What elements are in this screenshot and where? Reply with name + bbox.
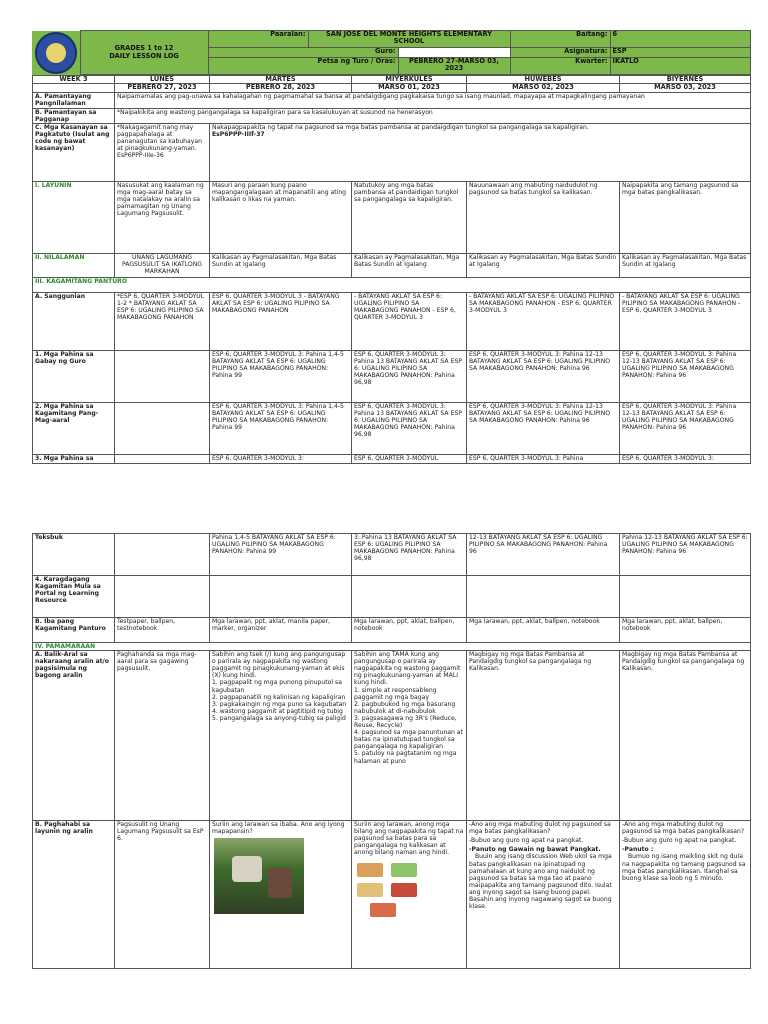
paghahabi-thu-2: -Bubuo ang guro ng apat na pangkat. — [469, 837, 584, 845]
asignatura-value: ESP — [610, 48, 750, 57]
teksbuk-top-mon — [115, 455, 210, 464]
gabay-wed: ESP 6, QUARTER 3-MODYUL 3: Pahina 13 BATAYANG AKLAT SA ESP 6: UGALING PILIPINO SA MAKABAGONG PANAHON: Pahina 96,98 — [352, 351, 467, 403]
doc-title-1: GRADES 1 to 12 — [114, 44, 174, 53]
day-name-thu: HUWEBES — [467, 76, 620, 84]
nilalaman-fri: Kalikasan ay Pagmalasakitan, Mga Batas Sundin at Igalang — [620, 254, 751, 278]
teksbuk-wed: 3: Pahina 13 BATAYANG AKLAT SA ESP 6: UGALING PILIPINO SA MAKABAGONG PANAHON: Pahina 96,98 — [352, 534, 467, 576]
lesson-log-page-1 — [32, 30, 750, 464]
teksbuk-thu: 12-13 BATAYANG AKLAT SA ESP 6: UGALING PILIPINO SA MAKABAGONG PANAHON: Pahina 96 — [467, 534, 620, 576]
paghahabi-wed: Suriin ang larawan, anong mga bilang ang nagpapakita ng tapat na pagsunod sa batas para sa pangangalaga ng kalikasan at anong bilang naman ang hindi. — [354, 821, 464, 857]
teksbuk-top-tue: ESP 6, QUARTER 3-MODYUL 3: — [210, 455, 352, 464]
gabay-tue: ESP 6, QUARTER 3-MODYUL 3: Pahina 1,4-5 BATAYANG AKLAT SA ESP 6: UGALING PILIPINO SA MAKABAGONG PANAHON: Pahina 99 — [210, 351, 352, 403]
date-tue: PEBRERO 28, 2023 — [210, 84, 352, 92]
nilalaman-thu: Kalikasan ay Pagmalasakitan, Mga Batas Sundin at Igalang — [467, 254, 620, 278]
balik-fri: Magbigay ng mga Batas Pambansa at Pandaigdig tungkol sa pangangalaga ng Kalikasan. — [620, 651, 751, 821]
iba-tue: Mga larawan, ppt, aklat, manila paper, marker, organizer — [210, 618, 352, 643]
teksbuk-top-thu: ESP 6, QUARTER 3-MODYUL 3: Pahina — [467, 455, 620, 464]
day-name-fri: BIYERNES — [620, 76, 751, 84]
kagamitang-mag-aaral-label: 2. Mga Pahina sa Kagamitang Pang- Mag-aaral — [33, 403, 115, 455]
iba-wed: Mga larawan, ppt, aklat, ballpen, notebook — [352, 618, 467, 643]
kasanayan-mon: *Nakagagamit nang may pagpapahalaga at pananagutan sa kabuhayan at pinagkukunang-yaman. EsP6PPP-IIIe-36 — [115, 124, 210, 182]
kagamitan-ma-mon — [115, 403, 210, 455]
nilalaman-tue: Kalikasan ay Pagmalasakitan, Mga Batas Sundin at Igalang — [210, 254, 352, 278]
paghahabi-thu-4: Buuin ang isang discussion Web ukol sa mga batas pangkalikasan na ipinatupad ng pamahalaan at kung ano ang naidulot ng pagsunod sa batas sa mga tao at paano maipapakita ang tamang pagsunod dito. Isulat ang inyong sagot sa isang buong papel. Basahin ang inyong nagawang sagot sa buong klase. — [469, 853, 612, 911]
baitang-label: Baitang: — [510, 31, 610, 48]
balik-mon: Paghahanda sa mga mag-aaral para sa gagawing pagsusulit. — [115, 651, 210, 821]
date-thu: MARSO 02, 2023 — [467, 84, 620, 92]
paghahabi-fri-4: Bumuo ng isang maikling skit ng dula na nagpapakita ng tamang pagsunod sa mga batas pangkalikasan. Itanghal sa buong klase sa loob ng 5 minuto. — [622, 853, 746, 882]
paghahabi-fri-cell — [620, 821, 751, 969]
layunin-label: I. LAYUNIN — [33, 182, 115, 254]
sanggunian-mon: *ESP 6, QUARTER 3-MODYUL 1-2 * BATAYANG AKLAT SA ESP 6: UGALING PILIPINO SA MAKABAGONG PANAHON — [115, 293, 210, 351]
kasanayan-rest-text: Nakapagpapakita ng tapat na pagsunod sa mga batas pambansa at pandaigdigan tungkol sa pangangalaga sa kapaligiran. — [212, 124, 589, 131]
lesson-table-1 — [32, 75, 751, 464]
asignatura-label: Asignatura: — [510, 48, 610, 57]
gabay-guro-label: 1. Mga Pahina sa Gabay ng Guro — [33, 351, 115, 403]
layunin-wed: Natutukoy ang mga batas pambansa at pandaidigan tungkol sa pangangalaga sa kapaligiran. — [352, 182, 467, 254]
karagdagang-kagamitan-label: 4. Karagdagang Kagamitan Mula sa Portal ng Learning Resource — [33, 576, 115, 618]
doc-title-2: DAILY LESSON LOG — [109, 51, 179, 60]
kagamitan-ma-wed: ESP 6, QUARTER 3-MODYUL 3: Pahina 13 BATAYANG AKLAT SA ESP 6: UGALING PILIPINO SA MAKABAGONG PANAHON: Pahina 96,98 — [352, 403, 467, 455]
sanggunian-thu: - BATAYANG AKLAT SA ESP 6: UGALING PILIPINO SA MAKABAGONG PANAHON - ESP 6, QUARTER 3-MODYUL 3 — [467, 293, 620, 351]
baitang-value: 6 — [610, 31, 750, 48]
paghahabi-thu-3: -Panuto ng Gawain ng bawat Pangkat. — [469, 846, 601, 854]
date-wed: MARSO 01, 2023 — [352, 84, 467, 92]
teksbuk-top-wed: ESP 6, QUARTER 3-MODYUL — [352, 455, 467, 464]
day-name-wed: MIYERKULES — [352, 76, 467, 84]
layunin-fri: Naipapakita ang tamang pagsunod sa mga batas pangkalikasan. — [620, 182, 751, 254]
paghahabi-fri-3: -Panuto : — [622, 846, 654, 854]
sanggunian-wed: - BATAYANG AKLAT SA ESP 6: UGALING PILIPINO SA MAKABAGONG PANAHON - ESP 6, QUARTER 3-MODYUL 3 — [352, 293, 467, 351]
lesson-table-2 — [32, 533, 751, 969]
nilalaman-wed: Kalikasan ay Pagmalasakitan, Mga Batas Sundin at Igalang — [352, 254, 467, 278]
pamantayan-pagganap-text: *Naipakikita ang wastong pangangalaga sa kapaligiran para sa kasalukuyan at susunod na henerasyon — [115, 108, 751, 123]
balik-aral-label: A. Balik-Aral sa nakaraang aralin at/o pagsisimula ng bagong aralin — [33, 651, 115, 821]
kasanayan-label: C. Mga Kasanayan sa Pagkatuto (Isulat ang code ng bawat kasanayan) — [33, 124, 115, 182]
paghahabi-wed-cell — [352, 821, 467, 969]
environment-illustrations — [354, 861, 464, 921]
teksbuk-mon — [115, 534, 210, 576]
people-cleaning-photo — [214, 838, 304, 914]
gabay-fri: ESP 6, QUARTER 3-MODYUL 3: Pahina 12-13 BATAYANG AKLAT SA ESP 6: UGALING PILIPINO SA MAKABAGONG PANAHON: Pahina 96 — [620, 351, 751, 403]
lesson-log-page-2 — [32, 533, 750, 969]
teksbuk-top-fri: ESP 6, QUARTER 3-MODYUL 3: — [620, 455, 751, 464]
illustration-3-icon — [357, 883, 383, 897]
layunin-thu: Nauunawaan ang mabuting naidudulot ng pagsunod sa batas tungkol sa kalikasan. — [467, 182, 620, 254]
paghahabi-tue-cell — [210, 821, 352, 969]
kagamitan-ma-thu: ESP 6, QUARTER 3-MODYUL 3: Pahina 12-13 BATAYANG AKLAT SA ESP 6: UGALING PILIPINO SA MAKABAGONG PANAHON: Pahina 96 — [467, 403, 620, 455]
sanggunian-tue: ESP 6, QUARTER 3-MODYUL 3 - BATAYANG AKLAT SA ESP 6: UGALING PILIPINO SA MAKABAGONG PANAHON — [210, 293, 352, 351]
guro-label: Guro: — [208, 48, 398, 57]
illustration-5-icon — [370, 903, 396, 917]
layunin-tue: Masuri ang paraan kung paano mapangangalagaan at mapanatili ang ating kalikasan o likas na yaman. — [210, 182, 352, 254]
teksbuk-label-top: 3. Mga Pahina sa — [33, 455, 115, 464]
kagamitan-ma-fri: ESP 6, QUARTER 3-MODYUL 3: Pahina 12-13 BATAYANG AKLAT SA ESP 6: UGALING PILIPINO SA MAKABAGONG PANAHON: Pahina 96 — [620, 403, 751, 455]
illustration-4-icon — [391, 883, 417, 897]
seal-icon — [35, 32, 77, 74]
kagamitang-panturo-label: III. KAGAMITANG PANTURO — [33, 278, 751, 293]
paghahabi-mon: Pagsusulit ng Unang Lagumang Pagsusulit sa EsP 6. — [115, 821, 210, 969]
pamamaraan-label: IV. PAMAMARAAN — [33, 643, 751, 651]
kasanayan-rest — [210, 124, 751, 182]
teksbuk-label: Teksbuk — [33, 534, 115, 576]
paghahabi-fri-2: -Bubuo ang guro ng apat na pangkat. — [622, 837, 737, 845]
week-label: WEEK 3 — [33, 76, 115, 84]
kasanayan-rest-code: EsP6PPP-IIIf-37 — [212, 131, 265, 139]
petsa-value: PEBRERO 27-MARSO 03, 2023 — [398, 57, 510, 74]
balik-thu: Magbigay ng mga Batas Pambansa at Pandaigdig tungkol sa pangangalaga ng Kalikasan. — [467, 651, 620, 821]
pamantayan-pagganap-label: B. Pamantayan sa Pagganap — [33, 108, 115, 123]
paghahabi-label: B. Paghahabi sa layunin ng aralin — [33, 821, 115, 969]
iba-fri: Mga larawan, ppt, aklat, ballpen, notebook — [620, 618, 751, 643]
illustration-2-icon — [391, 863, 417, 877]
paghahabi-thu-cell — [467, 821, 620, 969]
paghahabi-tue: Suriin ang larawan sa ibaba. Ano ang iyong mapapansin? — [212, 821, 345, 836]
teksbuk-fri: Pahina 12-13 BATAYANG AKLAT SA ESP 6: UGALING PILIPINO SA MAKABAGONG PANAHON: Pahina 96 — [620, 534, 751, 576]
nilalaman-mon: UNANG LAGUMANG PAGSUSULIT SA IKATLONG MARKAHAN — [115, 254, 210, 278]
iba-mon: Testpaper, ballpen, testnotebook — [115, 618, 210, 643]
illustration-1-icon — [357, 863, 383, 877]
paghahabi-fri-1: -Ano ang mga mabuting dulot ng pagsunod sa mga batas pangkalikasan? — [622, 821, 745, 836]
gabay-mon — [115, 351, 210, 403]
paaralan-label: Paaralan: — [208, 31, 308, 48]
balik-wed: Sabihin ang TAMA kung ang pangungusap o parirala ay nagpapakita ng wastong paggamit ng pinagkukunang-yaman at MALI kung hindi. 1. simple at responsableng paggamit ng mga bagay 2. pagbubukod ng mga basurang nabubulok at di-nabubulok 3. pagsasagawa ng 3R's (Reduce, Reuse, Recycle) 4. pagsunod sa mga panuntunan at batas na ipinatutupad tungkol sa pangangalaga ng kapaligiran 5. patuloy na pagtatanim ng mga halaman at puno — [352, 651, 467, 821]
iba-thu: Mga larawan, ppt, aklat, ballpen, notebook — [467, 618, 620, 643]
teksbuk-tue: Pahina 1,4-5 BATAYANG AKLAT SA ESP 6: UGALING PILIPINO SA MAKABAGONG PANAHON: Pahina 99 — [210, 534, 352, 576]
kagamitan-ma-tue: ESP 6, QUARTER 3-MODYUL 3: Pahina 1,4-5 BATAYANG AKLAT SA ESP 6: UGALING PILIPINO SA MAKABAGONG PANAHON: Pahina 99 — [210, 403, 352, 455]
date-fri: MARSO 03, 2023 — [620, 84, 751, 92]
iba-pang-kagamitan-label: B. Iba pang Kagamitang Panturo — [33, 618, 115, 643]
kwarter-value: IKATLO — [610, 57, 750, 74]
date-mon: PEBRERO 27, 2023 — [115, 84, 210, 92]
petsa-label: Petsa ng Turo / Oras: — [208, 57, 398, 74]
sanggunian-fri: - BATAYANG AKLAT SA ESP 6: UGALING PILIPINO SA MAKABAGONG PANAHON - ESP 6, QUARTER 3-MODYUL 3 — [620, 293, 751, 351]
sanggunian-label: A. Sanggunian — [33, 293, 115, 351]
layunin-mon: Nasusukat ang kaalaman ng mga mag-aaral batay sa mga natalakay na aralin sa pamamagitan ng Unang Lagumang Pagsusulit. — [115, 182, 210, 254]
nilalaman-label: II. NILALAMAN — [33, 254, 115, 278]
header-table — [32, 30, 751, 75]
day-name-mon: LUNES — [115, 76, 210, 84]
kwarter-label: Kwarter: — [510, 57, 610, 74]
deped-seal-logo — [32, 31, 80, 75]
paaralan-value: SAN JOSE DEL MONTE HEIGHTS ELEMENTARY SCHOOL — [308, 31, 510, 48]
day-name-tue: MARTES — [210, 76, 352, 84]
pamantayang-pangnilalaman-text: Naipamamalas ang pag-unawa sa kahalagahan ng pagmamahal sa bansa at pandaigdigang pagkakaisa tungo sa isang maunlad, mapayapa at mapagkalingang pamayanan — [115, 92, 751, 108]
pamantayang-pangnilalaman-label: A. Pamantayang Pangnilalaman — [33, 92, 115, 108]
balik-tue: Sabihin ang tsek (/) kung ang pangungusap o parirala ay nagpapakita ng wastong paggamit ng pinagkukunang-yaman at ekis (X) kung hindi. 1. pagpapalit ng mga punong pinuputol sa kagubatan 2. pagpapanatili ng kalinisan ng kapaligiran 3. pagkakaingin ng mga puno sa kagubatan 4. wastong paggamit at pagtitipid ng tubig 5. pangangalaga sa anyong-tubig sa paligid — [210, 651, 352, 821]
gabay-thu: ESP 6, QUARTER 3-MODYUL 3: Pahina 12-13 BATAYANG AKLAT SA ESP 6: UGALING PILIPINO SA MAKABAGONG PANAHON: Pahina 96 — [467, 351, 620, 403]
paghahabi-thu-1: -Ano ang mga mabuting dulot ng pagsunod sa mga batas pangkalikasan? — [469, 821, 611, 836]
